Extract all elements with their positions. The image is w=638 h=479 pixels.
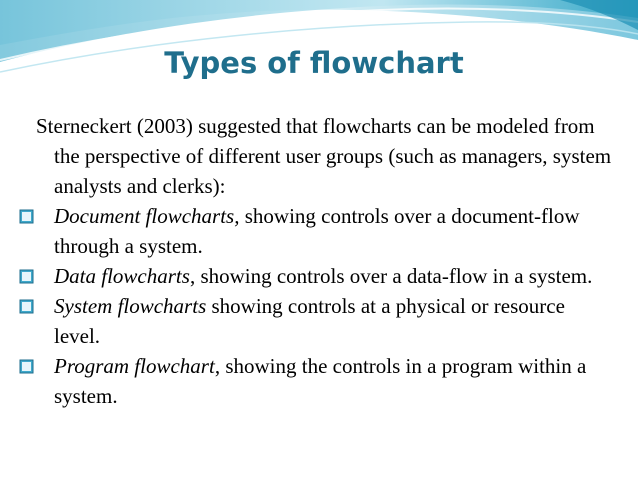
- bullet-data-flowcharts: [36, 261, 616, 291]
- bullet-text: , showing the controls in a program within a system.: [54, 354, 587, 408]
- bullet-system-flowcharts: [36, 291, 616, 351]
- bullet-text: , showing controls over a data-flow in a system.: [189, 264, 593, 288]
- bullet-term: Program flowchart: [54, 354, 215, 378]
- intro-paragraph: Sterneckert (2003) suggested that flowcharts can be modeled from the perspective of different user groups (such as managers, system analysts and clerks):: [36, 114, 612, 198]
- checkbox-icon: [19, 209, 34, 224]
- bullet-program-flowchart: [36, 351, 616, 411]
- bullet-term: Data flowcharts: [54, 264, 190, 288]
- checkbox-icon: [19, 299, 34, 314]
- bullet-term: Document flowcharts,: [54, 204, 240, 228]
- bullet-term: System flowcharts: [54, 294, 207, 318]
- checkbox-icon: [19, 359, 34, 374]
- bullet-document-flowcharts: [36, 201, 616, 261]
- bullet-text: showing controls over a document-flow through a system.: [54, 204, 580, 258]
- bullet-text: showing controls at a physical or resource level.: [54, 294, 565, 348]
- slide-title: Types of flowchart: [164, 46, 464, 80]
- slide-body: [36, 111, 616, 411]
- checkbox-icon: [19, 269, 34, 284]
